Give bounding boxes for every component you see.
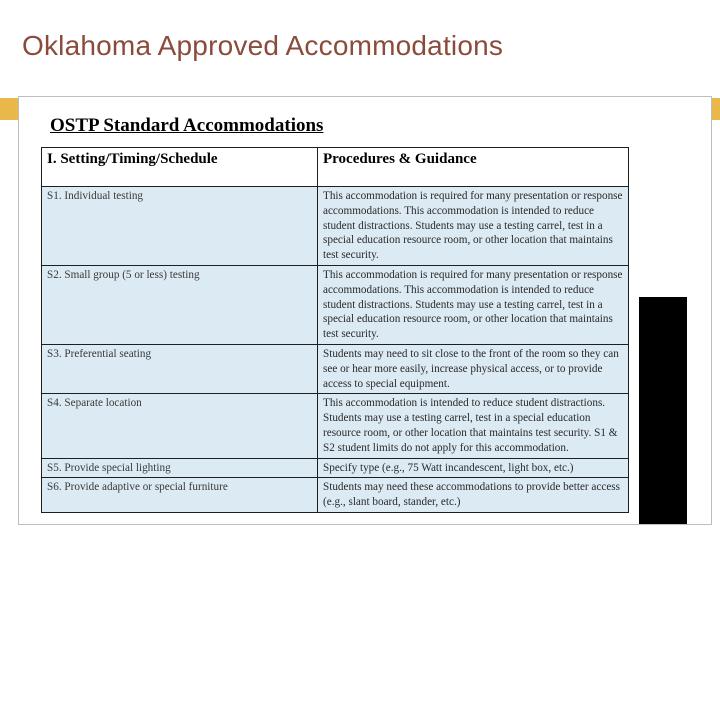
accommodation-item: S5. Provide special lighting	[42, 458, 318, 478]
table-row	[42, 344, 629, 393]
accommodation-guidance: Specify type (e.g., 75 Watt incandescent, light box, etc.)	[318, 458, 629, 478]
table-header-row	[42, 148, 629, 187]
side-banner-text	[646, 319, 680, 719]
slide-title: Oklahoma Approved Accommodations	[22, 30, 504, 61]
table-row	[42, 187, 629, 266]
accommodation-item: S3. Preferential seating	[42, 344, 318, 393]
side-banner	[639, 297, 687, 719]
table-row	[42, 394, 629, 458]
table-row	[42, 478, 629, 513]
accommodation-guidance: This accommodation is required for many presentation or response accommodations. This accommodation is intended to reduce student distractions. Students may use a testing carrel, test in a special education resource room, or other location that maintains test security.	[318, 187, 629, 266]
accommodation-guidance: This accommodation is intended to reduce student distractions. Students may use a testing carrel, test in a special education resource room, or other location that maintains test security. S1 & S2 student limits do not apply for this accommodation.	[318, 394, 629, 458]
column-header-setting: I. Setting/Timing/Schedule	[42, 148, 318, 187]
accommodation-guidance: Students may need these accommodations to provide better access (e.g., slant board, stander, etc.)	[318, 478, 629, 513]
accent-bar-left	[0, 98, 18, 120]
accommodations-table	[41, 147, 629, 513]
table-row	[42, 265, 629, 344]
side-banner-line-1: OSTP Accommodations for	[647, 557, 661, 719]
accommodation-item: S2. Small group (5 or less) testing	[42, 265, 318, 344]
accommodation-item: S4. Separate location	[42, 394, 318, 458]
document-heading: OSTP Standard Accommodations	[50, 115, 324, 136]
accommodation-guidance: This accommodation is required for many presentation or response accommodations. This accommodation is intended to reduce student distractions. Students may use a testing carrel, test in a special education resource room, or other location that maintains test security.	[318, 265, 629, 344]
accommodation-guidance: Students may need to sit close to the front of the room so they can see or hear more easily, increase physical access, or to provide access to special equipment.	[318, 344, 629, 393]
accommodation-item: S6. Provide adaptive or special furniture	[42, 478, 318, 513]
accommodation-item: S1. Individual testing	[42, 187, 318, 266]
side-banner-line-2: Students with an IEP or 504 Plan	[664, 525, 678, 719]
table-row	[42, 458, 629, 478]
column-header-procedures: Procedures & Guidance	[318, 148, 629, 187]
document-image	[18, 96, 712, 719]
